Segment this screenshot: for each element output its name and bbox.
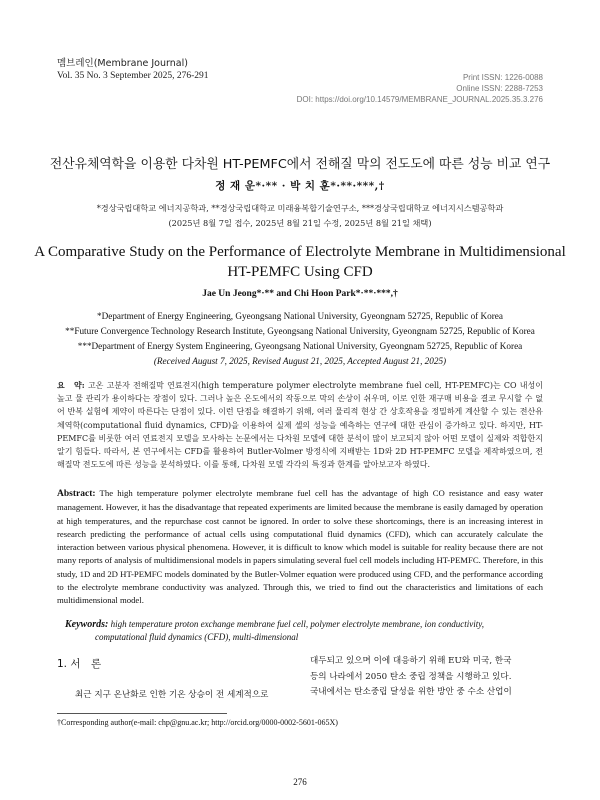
english-affiliation-2: **Future Convergence Technology Research Institute, Gyeongsang National University, Gyeongnam 52725, Republic of Korea xyxy=(65,326,535,336)
english-affiliation-3: ***Department of Energy System Engineering, Gyeongsang National University, Gyeongnam 52725, Republic of Korea xyxy=(77,341,523,351)
english-abstract-text: The high temperature polymer electrolyte membrane fuel cell has the advantage of high CO resistance and easy water management. However, it has the disadvantage that repeated experiments are limited because the membrane is easily damaged by operation at high temperatures, and the repurchase cost cannot be ignored. In order to solve these shortcomings, there is an increasing interest in research predicting the performance of actual cells using computational fluid dynamics (CFD), which can accurately calculate the interaction between various physical phenomena. However, it is difficult to know which model is suitable for reality because there are not many reports of analysis of multidimensional models in papers simulating several fuel cell models including HT-PEMFC. Therefore, in this study, 1D and 2D HT-PEMFC models dominated by the Butler-Volmer equation were produced using CFD, and the performance according to the electrolyte membrane conductivity was analyzed. Through this, we tried to find out the characteristics and limitations of each multidimensional model. xyxy=(57,488,544,606)
english-authors: Jae Un Jeong*·** and Chi Hoon Park*·**·***,† xyxy=(202,289,398,299)
korean-abstract-label: 요 약: xyxy=(57,380,85,390)
journal-volume-info: Vol. 35 No. 3 September 2025, 276-291 xyxy=(57,71,209,81)
english-affiliation-1: *Department of Energy Engineering, Gyeongsang National University, Gyeongnam 52725, Republic of Korea xyxy=(97,311,503,321)
doi-link[interactable]: DOI: https://doi.org/10.14579/MEMBRANE_JOURNAL.2025.35.3.276 xyxy=(296,95,543,104)
body-right-line-3: 국내에서는 탄소중립 달성을 위한 방안 중 수소 산업이 xyxy=(310,687,512,697)
keywords xyxy=(65,618,535,644)
corresponding-author-footnote: †Corresponding author(e-mail: chp@gnu.ac.kr; http://orcid.org/0000-0002-5601-065X) xyxy=(57,718,338,727)
page-number: 276 xyxy=(293,777,307,787)
keywords-label: Keywords: xyxy=(65,619,109,630)
korean-abstract-text: 고온 고분자 전해질막 연료전지(high temperature polymer electrolyte membrane fuel cell, HT-PEMFC)는 CO 내성이 높고 물 관리가 용이하다는 장점이 있다. 그러나 높은 온도에서의 작동으로 막의 손상이 쉬우며, 이로 인한 재구매 비용을 결코 무시할 수 없어 반복 실험에 제약이 따른다는 단점이 있다. 이런 단점을 해결하기 위해, 여러 물리적 현상 간 상호작용을 정밀하게 계산할 수 있는 전산유체역학(computational fluid dynamics, CFD)을 이용하여 실제 셀의 성능을 예측하는 연구에 대한 관심이 증가하고 있다. 하지만, HT-PEMFC를 비롯한 여러 연료전지 모델을 모사하는 논문에서는 다차원 모델에 대한 분석이 많이 보고되지 않아 어떤 모델이 실제와 적합한지 알기 힘들다. 따라서, 본 연구에서는 CFD를 활용하여 Butler-Volmer 방정식에 지배받는 1D와 2D HT-PEMFC 모델을 제작하였으며, 전해질막 전도도에 따른 성능을 분석하였다. 이를 통해, 다차원 모델 각각의 특징과 한계를 알아보고자 하였다. xyxy=(57,381,543,470)
journal-name: 멤브레인(Membrane Journal) xyxy=(57,58,188,69)
body-right-line-2: 등의 나라에서 2050 탄소 중립 정책을 시행하고 있다. xyxy=(310,671,512,682)
english-title-line-2: HT-PEMFC Using CFD xyxy=(227,264,373,280)
print-issn: Print ISSN: 1226-0088 xyxy=(462,73,543,82)
korean-title: 전산유체역학을 이용한 다차원 HT-PEMFC에서 전해질 막의 전도도에 따른 성능 비교 연구 xyxy=(49,157,551,172)
english-abstract xyxy=(57,487,543,608)
korean-authors: 정 재 운*·** · 박 치 훈*·**·***,† xyxy=(215,180,385,192)
english-received-dates: (Received August 7, 2025, Revised August 21, 2025, Accepted August 21, 2025) xyxy=(153,356,447,366)
online-issn: Online ISSN: 2288-7253 xyxy=(456,84,543,93)
english-abstract-label: Abstract: xyxy=(57,489,96,499)
body-right-line-1: 대두되고 있으며 이에 대응하기 위해 EU와 미국, 한국 xyxy=(310,656,512,666)
korean-received-dates: (2025년 8월 7일 접수, 2025년 8월 21일 수정, 2025년 8월 21일 채택) xyxy=(168,218,432,228)
korean-abstract xyxy=(57,379,543,471)
english-title-line-1: A Comparative Study on the Performance of Electrolyte Membrane in Multidimensional xyxy=(34,244,566,260)
keywords-text: high temperature proton exchange membrane fuel cell, polymer electrolyte membrane, ion conductivity, computational fluid dynamics (CFD), multi-dimensional xyxy=(95,619,484,642)
body-right-column xyxy=(310,654,543,701)
section-heading-introduction: 1. 서 론 xyxy=(57,658,102,670)
body-left-column-text: 최근 지구 온난화로 인한 기온 상승이 전 세계적으로 xyxy=(75,690,269,700)
korean-affiliation: *경상국립대학교 에너지공학과, **경상국립대학교 미래융복합기술연구소, ***경상국립대학교 에너지시스템공학과 xyxy=(96,203,504,213)
footnote-divider xyxy=(57,713,227,714)
